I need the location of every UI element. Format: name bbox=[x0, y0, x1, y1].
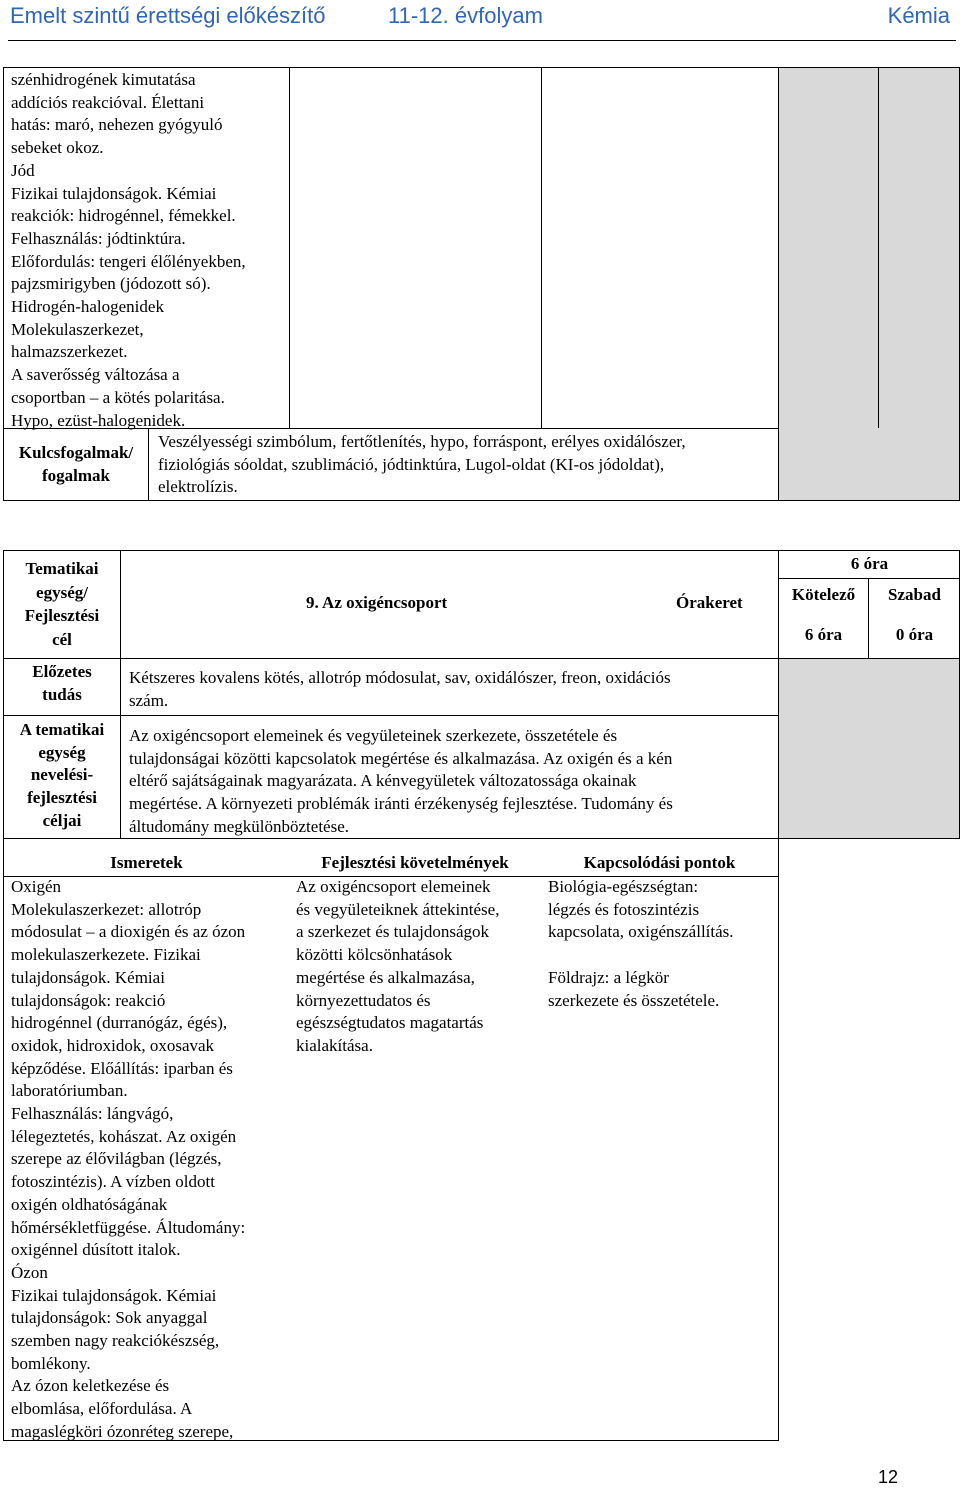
key-concepts-text bbox=[158, 431, 686, 499]
text-line: megértése és alkalmazása, bbox=[296, 967, 475, 987]
text-line: Az oxigéncsoport elemeinek és vegyületeinek szerkezete, összetétele és bbox=[129, 726, 618, 745]
text-line: Kétszeres kovalens kötés, allotróp módosulat, sav, oxidálószer, freon, oxidációs bbox=[129, 668, 671, 687]
unit-label bbox=[4, 557, 120, 651]
prior-knowledge-label bbox=[4, 661, 120, 706]
hours-label: Órakeret bbox=[676, 593, 743, 612]
text-line: szerepe az élővilágban (légzés, bbox=[11, 1149, 222, 1169]
text-line: Hypo, ezüst-halogenidek. bbox=[11, 410, 186, 430]
text-line: oxigénnel dúsított italok. bbox=[11, 1240, 181, 1260]
label-line: tudás bbox=[42, 684, 82, 704]
text-line: egészségtudatos magatartás bbox=[296, 1013, 484, 1033]
goals-text bbox=[129, 725, 673, 839]
text-line: Felhasználás: jódtinktúra. bbox=[11, 228, 186, 248]
content-cell bbox=[11, 69, 246, 432]
hours-total: 6 óra bbox=[850, 554, 889, 573]
text-line: Fizikai tulajdonságok. Kémiai bbox=[11, 183, 217, 203]
text-line: kapcsolata, oxigénszállítás. bbox=[548, 922, 734, 942]
text-line: és vegyületeiknek áttekintése, bbox=[296, 899, 500, 919]
label-line: nevelési- bbox=[30, 765, 94, 785]
text-line: sebeket okoz. bbox=[11, 138, 104, 158]
text-line: elbomlása, előfordulása. A bbox=[11, 1399, 193, 1419]
text-line: szénhidrogének kimutatása bbox=[11, 70, 196, 89]
text-line: Ózon bbox=[11, 1262, 48, 1282]
text-line: fiziológiás sóoldat, szublimáció, jódtinktúra, Lugol-oldat (KI-os jódoldat), bbox=[158, 454, 665, 474]
text-line: Felhasználás: lángvágó, bbox=[11, 1104, 174, 1124]
text-line: légzés és fotoszintézis bbox=[548, 899, 700, 919]
text-line: hidrogénnel (durranógáz, égés), bbox=[11, 1013, 228, 1033]
text-line: Jód bbox=[11, 160, 35, 180]
text-line: addíciós reakcióval. Élettani bbox=[11, 92, 205, 112]
text-line: megértése. A környezeti problémák iránti érzékenység fejlesztése. Tudomány és bbox=[129, 794, 673, 814]
text-line: halmazszerkezet. bbox=[11, 342, 128, 362]
text-line: közötti kölcsönhatások bbox=[296, 945, 453, 965]
header-center: 11-12. évfolyam bbox=[388, 3, 543, 28]
prior-knowledge-text bbox=[129, 667, 671, 712]
text-line: Oxigén bbox=[11, 877, 62, 896]
text-line: kialakítása. bbox=[296, 1035, 373, 1055]
shaded-cell bbox=[779, 68, 959, 500]
label-line: Tematikai bbox=[25, 559, 99, 578]
text-line: Földrajz: a légkör bbox=[548, 967, 669, 987]
text-line: módosulat – a dioxigén és az ózon bbox=[11, 922, 246, 942]
text-line: környezettudatos és bbox=[296, 990, 431, 1010]
text-line: Az ózon keletkezése és bbox=[11, 1376, 170, 1396]
requirements-column bbox=[296, 876, 499, 1058]
text-line: fotoszintézis). A vízben oldott bbox=[11, 1172, 215, 1192]
required-label: Kötelező bbox=[791, 585, 856, 604]
text-line: képződése. Előállítás: iparban és bbox=[11, 1058, 233, 1078]
page-header bbox=[8, 0, 956, 41]
goals-label bbox=[4, 719, 120, 833]
label-line: fejlesztési bbox=[27, 788, 97, 808]
text-line: Hidrogén-halogenidek bbox=[11, 297, 164, 317]
text-line: molekulaszerkezete. Fizikai bbox=[11, 945, 201, 965]
free-label: Szabad bbox=[888, 585, 941, 604]
text-line: csoportban – a kötés polaritása. bbox=[11, 387, 225, 407]
label-line: Kulcsfogalmak/ bbox=[18, 443, 134, 462]
text-line: oxigén oldhatóságának bbox=[11, 1194, 168, 1214]
text-line: A saverősség változása a bbox=[11, 365, 180, 385]
text-line: tulajdonságai közötti kapcsolatok megértése és alkalmazása. Az oxigén és a kén bbox=[129, 748, 673, 768]
key-concepts-label bbox=[4, 442, 148, 487]
header-left: Emelt szintű érettségi előkészítő bbox=[10, 3, 326, 28]
text-line: Fizikai tulajdonságok. Kémiai bbox=[11, 1285, 217, 1305]
required-hours: 6 óra bbox=[804, 625, 843, 644]
free-hours: 0 óra bbox=[895, 625, 934, 644]
header-right: Kémia bbox=[887, 3, 950, 28]
col-header-requirements: Fejlesztési követelmények bbox=[321, 853, 509, 872]
text-line bbox=[548, 944, 734, 967]
text-line: szemben nagy reakciókészség, bbox=[11, 1331, 220, 1351]
col-header-knowledge: Ismeretek bbox=[110, 853, 183, 872]
text-line: tulajdonságok: reakció bbox=[11, 990, 166, 1010]
text-line: elektrolízis. bbox=[158, 477, 238, 497]
text-line: áltudomány megkülönböztetése. bbox=[129, 816, 349, 836]
text-line: oxidok, hidroxidok, oxosavak bbox=[11, 1035, 215, 1055]
label-line: fogalmak bbox=[42, 465, 110, 485]
text-line: a szerkezet és tulajdonságok bbox=[296, 922, 490, 942]
text-line: Az oxigéncsoport elemeinek bbox=[296, 877, 491, 896]
knowledge-column bbox=[11, 876, 245, 1444]
text-line: hőmérsékletfüggése. Áltudomány: bbox=[11, 1217, 246, 1237]
text-line: Molekulaszerkezet: allotróp bbox=[11, 899, 202, 919]
label-line: céljai bbox=[42, 810, 82, 830]
text-line: tulajdonságok. Kémiai bbox=[11, 967, 165, 987]
text-line: tulajdonságok: Sok anyaggal bbox=[11, 1308, 208, 1328]
label-line: A tematikai bbox=[19, 720, 105, 739]
label-line: Fejlesztési bbox=[24, 606, 100, 625]
label-line: Előzetes bbox=[32, 662, 92, 681]
text-line: laboratóriumban. bbox=[11, 1081, 128, 1101]
text-line: szerkezete és összetétele. bbox=[548, 990, 720, 1010]
text-line: eltérő sajátságainak magyarázata. A kénvegyületek változatossága okainak bbox=[129, 771, 637, 791]
text-line: szám. bbox=[129, 690, 169, 710]
text-line: magaslégköri ózonréteg szerepe, bbox=[11, 1421, 234, 1441]
label-line: cél bbox=[52, 629, 72, 649]
label-line: egység bbox=[38, 742, 86, 762]
text-line: Előfordulás: tengeri élőlényekben, bbox=[11, 251, 246, 271]
text-line: hatás: maró, nehezen gyógyuló bbox=[11, 115, 223, 135]
shaded-cell bbox=[779, 659, 959, 838]
unit-title: 9. Az oxigéncsoport bbox=[306, 593, 448, 612]
text-line: Biológia-egészségtan: bbox=[548, 877, 699, 896]
text-line: lélegeztetés, kohászat. Az oxigén bbox=[11, 1126, 237, 1146]
page-number: 12 bbox=[878, 1467, 899, 1487]
text-line: reakciók: hidrogénnel, fémekkel. bbox=[11, 206, 236, 226]
text-line: bomlékony. bbox=[11, 1353, 91, 1373]
text-line: pajzsmirigyben (jódozott só). bbox=[11, 274, 211, 294]
text-line: Molekulaszerkezet, bbox=[11, 319, 144, 339]
label-line: egység/ bbox=[36, 582, 88, 602]
col-header-connections: Kapcsolódási pontok bbox=[583, 853, 736, 872]
connections-column bbox=[548, 876, 734, 1012]
text-line: Veszélyességi szimbólum, fertőtlenítés, hypo, forráspont, erélyes oxidálószer, bbox=[158, 432, 686, 451]
